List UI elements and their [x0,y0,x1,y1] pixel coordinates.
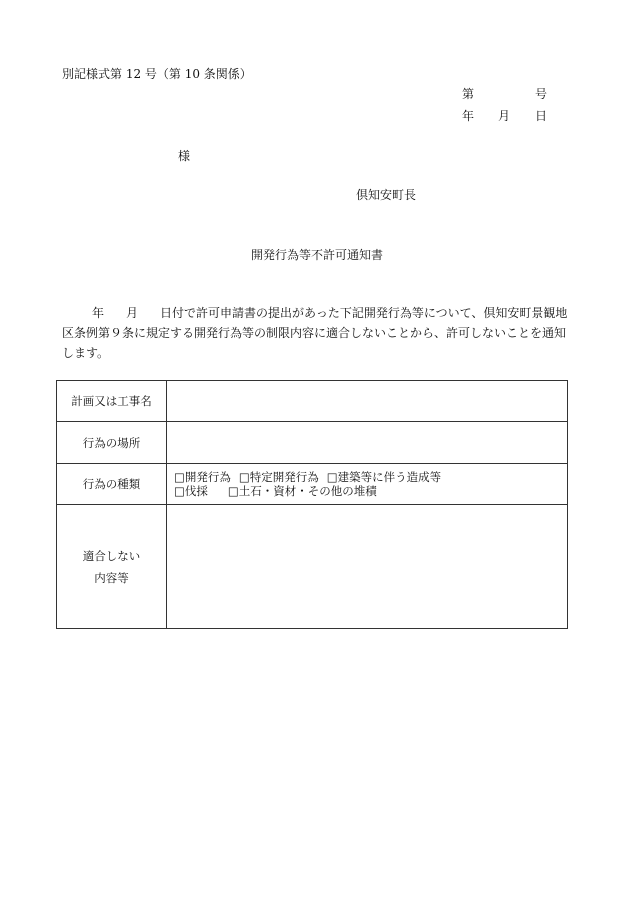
label-noncompliance [57,505,167,629]
number-suffix: 号 [535,87,548,101]
date-day: 日 [535,109,548,123]
checkbox-soil-material-stacking[interactable]: □土石・資材・その他の堆積 [227,484,377,498]
table-row [57,505,568,629]
date-year: 年 [462,109,475,123]
field-activity-type [167,464,568,505]
checkbox-logging[interactable]: □伐採 [174,484,208,498]
form-number-label: 別記様式第 12 号（第 10 条関係） [62,67,252,81]
body-month: 月 [126,306,139,320]
activity-options-line1 [174,470,567,484]
label-activity-type: 行為の種類 [57,464,167,505]
checkbox-development[interactable]: □開発行為 [174,470,231,484]
field-noncompliance[interactable] [167,505,568,629]
label-noncompliance-line1: 適合しない [82,548,141,563]
recipient-honorific: 様 [178,149,191,163]
details-table [56,380,568,629]
table-row [57,464,568,505]
activity-options-line2 [174,484,567,498]
body-year: 年 [92,306,105,320]
document-title: 開発行為等不許可通知書 [251,248,384,262]
field-location[interactable] [167,422,568,464]
number-prefix: 第 [462,87,475,101]
table-row [57,381,568,422]
body-text: 日付で許可申請書の提出があった下記開発行為等について、倶知安町景観地区条例第９条に規定する開発行為等の制限内容に適合しないことから、許可しないことを通知します。 [62,306,568,360]
table-row [57,422,568,464]
checkbox-specific-development[interactable]: □特定開発行為 [238,470,319,484]
label-location: 行為の場所 [57,422,167,464]
notice-body [62,303,572,363]
label-noncompliance-line2: 内容等 [94,570,129,585]
date-month: 月 [498,109,511,123]
checkbox-construction-grading[interactable]: □建築等に伴う造成等 [326,470,442,484]
field-project-name[interactable] [167,381,568,422]
sender-name: 倶知安町長 [356,188,417,202]
label-project-name: 計画又は工事名 [57,381,167,422]
